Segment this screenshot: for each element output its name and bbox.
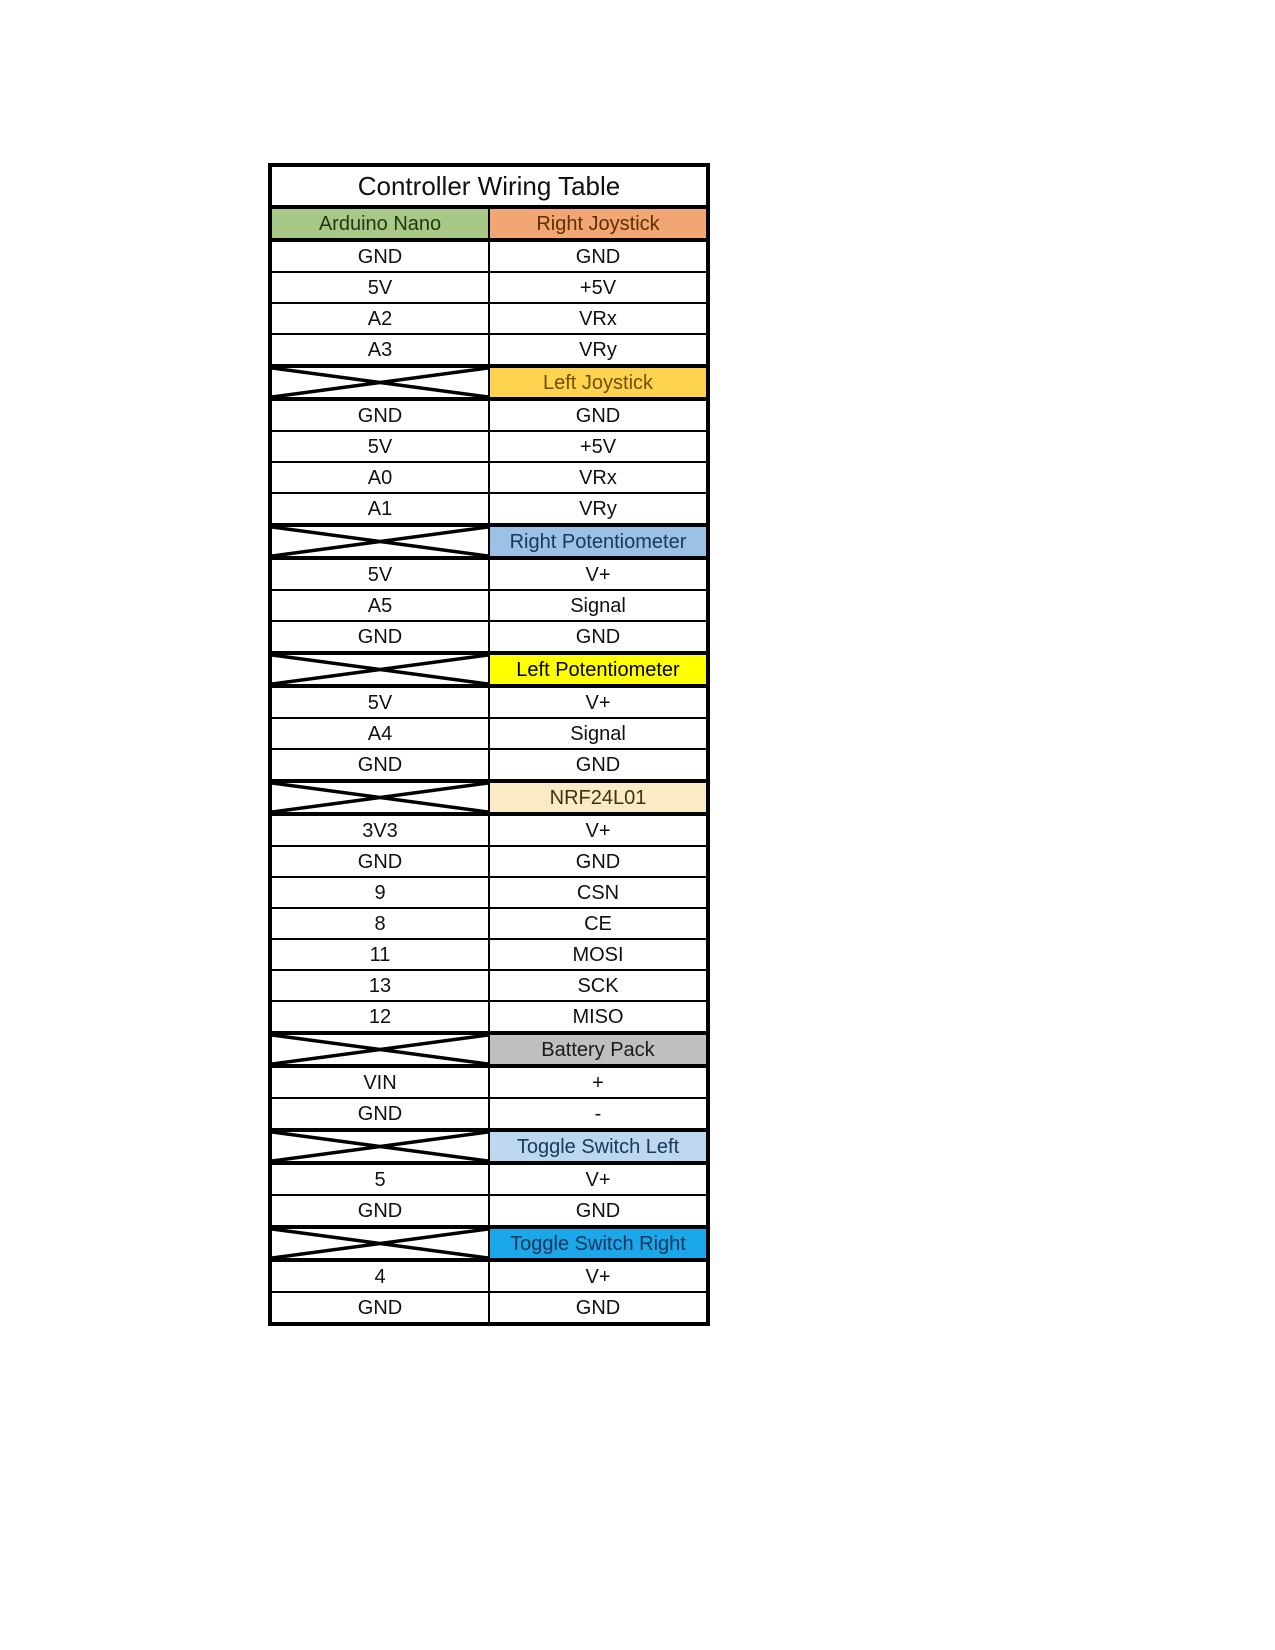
device-pin-cell: CSN xyxy=(489,877,708,908)
section-header-row xyxy=(270,1227,708,1260)
wiring-row xyxy=(270,240,708,272)
wiring-row xyxy=(270,558,708,590)
device-pin-cell: VRx xyxy=(489,303,708,334)
crossed-out-cell xyxy=(270,1033,489,1066)
arduino-pin-cell: GND xyxy=(270,846,489,877)
wiring-row xyxy=(270,1260,708,1292)
wiring-row xyxy=(270,749,708,781)
x-mark-icon xyxy=(272,1035,488,1064)
wiring-row xyxy=(270,908,708,939)
arduino-pin-cell: 5V xyxy=(270,431,489,462)
section-header-cell: Right Potentiometer xyxy=(489,525,708,558)
arduino-pin-cell: A2 xyxy=(270,303,489,334)
section-header-row xyxy=(270,1033,708,1066)
x-mark-icon xyxy=(272,527,488,556)
wiring-row xyxy=(270,1066,708,1098)
wiring-row xyxy=(270,399,708,431)
wiring-row xyxy=(270,1195,708,1227)
crossed-out-cell xyxy=(270,653,489,686)
section-header-row xyxy=(270,653,708,686)
device-pin-cell: GND xyxy=(489,240,708,272)
device-pin-cell: - xyxy=(489,1098,708,1130)
arduino-pin-cell: A0 xyxy=(270,462,489,493)
arduino-pin-cell: GND xyxy=(270,1098,489,1130)
arduino-pin-cell: GND xyxy=(270,749,489,781)
wiring-row xyxy=(270,1001,708,1033)
device-pin-cell: +5V xyxy=(489,431,708,462)
device-pin-cell: MOSI xyxy=(489,939,708,970)
wiring-table-body xyxy=(270,165,708,1324)
device-pin-cell: MISO xyxy=(489,1001,708,1033)
section-header-cell: Right Joystick xyxy=(489,207,708,240)
section-header-row xyxy=(270,1130,708,1163)
column-header-arduino-nano: Arduino Nano xyxy=(270,207,489,240)
arduino-pin-cell: 11 xyxy=(270,939,489,970)
section-header-cell: Left Joystick xyxy=(489,366,708,399)
crossed-out-cell xyxy=(270,525,489,558)
section-header-row xyxy=(270,207,708,240)
crossed-out-cell xyxy=(270,781,489,814)
wiring-row xyxy=(270,1163,708,1195)
wiring-row xyxy=(270,814,708,846)
device-pin-cell: GND xyxy=(489,399,708,431)
arduino-pin-cell: GND xyxy=(270,399,489,431)
arduino-pin-cell: 5V xyxy=(270,558,489,590)
wiring-row xyxy=(270,846,708,877)
crossed-out-cell xyxy=(270,1227,489,1260)
section-header-cell: Left Potentiometer xyxy=(489,653,708,686)
arduino-pin-cell: A4 xyxy=(270,718,489,749)
section-header-cell: Toggle Switch Left xyxy=(489,1130,708,1163)
arduino-pin-cell: 5V xyxy=(270,272,489,303)
wiring-row xyxy=(270,272,708,303)
device-pin-cell: V+ xyxy=(489,686,708,718)
section-header-row xyxy=(270,781,708,814)
x-mark-icon xyxy=(272,368,488,397)
arduino-pin-cell: 5 xyxy=(270,1163,489,1195)
device-pin-cell: V+ xyxy=(489,1260,708,1292)
section-header-cell: Battery Pack xyxy=(489,1033,708,1066)
wiring-row xyxy=(270,686,708,718)
section-header-cell: NRF24L01 xyxy=(489,781,708,814)
device-pin-cell: SCK xyxy=(489,970,708,1001)
arduino-pin-cell: 4 xyxy=(270,1260,489,1292)
section-header-row xyxy=(270,366,708,399)
device-pin-cell: CE xyxy=(489,908,708,939)
wiring-row xyxy=(270,621,708,653)
arduino-pin-cell: 8 xyxy=(270,908,489,939)
section-header-row xyxy=(270,525,708,558)
arduino-pin-cell: A5 xyxy=(270,590,489,621)
device-pin-cell: GND xyxy=(489,1195,708,1227)
wiring-row xyxy=(270,877,708,908)
device-pin-cell: Signal xyxy=(489,718,708,749)
wiring-row xyxy=(270,303,708,334)
device-pin-cell: V+ xyxy=(489,1163,708,1195)
wiring-row xyxy=(270,334,708,366)
arduino-pin-cell: 12 xyxy=(270,1001,489,1033)
table-title: Controller Wiring Table xyxy=(270,165,708,207)
wiring-row xyxy=(270,493,708,525)
wiring-row xyxy=(270,431,708,462)
wiring-row xyxy=(270,970,708,1001)
wiring-row xyxy=(270,939,708,970)
device-pin-cell: GND xyxy=(489,749,708,781)
device-pin-cell: VRy xyxy=(489,334,708,366)
arduino-pin-cell: 13 xyxy=(270,970,489,1001)
wiring-row xyxy=(270,718,708,749)
arduino-pin-cell: GND xyxy=(270,621,489,653)
arduino-pin-cell: 3V3 xyxy=(270,814,489,846)
wiring-row xyxy=(270,590,708,621)
device-pin-cell: VRx xyxy=(489,462,708,493)
crossed-out-cell xyxy=(270,1130,489,1163)
device-pin-cell: Signal xyxy=(489,590,708,621)
arduino-pin-cell: A3 xyxy=(270,334,489,366)
arduino-pin-cell: GND xyxy=(270,240,489,272)
crossed-out-cell xyxy=(270,366,489,399)
arduino-pin-cell: VIN xyxy=(270,1066,489,1098)
x-mark-icon xyxy=(272,783,488,812)
wiring-row xyxy=(270,1292,708,1324)
arduino-pin-cell: 5V xyxy=(270,686,489,718)
arduino-pin-cell: GND xyxy=(270,1292,489,1324)
wiring-row xyxy=(270,1098,708,1130)
device-pin-cell: V+ xyxy=(489,558,708,590)
device-pin-cell: GND xyxy=(489,621,708,653)
device-pin-cell: GND xyxy=(489,846,708,877)
x-mark-icon xyxy=(272,1229,488,1258)
device-pin-cell: +5V xyxy=(489,272,708,303)
device-pin-cell: GND xyxy=(489,1292,708,1324)
device-pin-cell: V+ xyxy=(489,814,708,846)
title-row xyxy=(270,165,708,207)
wiring-table xyxy=(268,163,710,1326)
arduino-pin-cell: GND xyxy=(270,1195,489,1227)
device-pin-cell: VRy xyxy=(489,493,708,525)
wiring-row xyxy=(270,462,708,493)
x-mark-icon xyxy=(272,1132,488,1161)
x-mark-icon xyxy=(272,655,488,684)
section-header-cell: Toggle Switch Right xyxy=(489,1227,708,1260)
arduino-pin-cell: A1 xyxy=(270,493,489,525)
arduino-pin-cell: 9 xyxy=(270,877,489,908)
device-pin-cell: + xyxy=(489,1066,708,1098)
